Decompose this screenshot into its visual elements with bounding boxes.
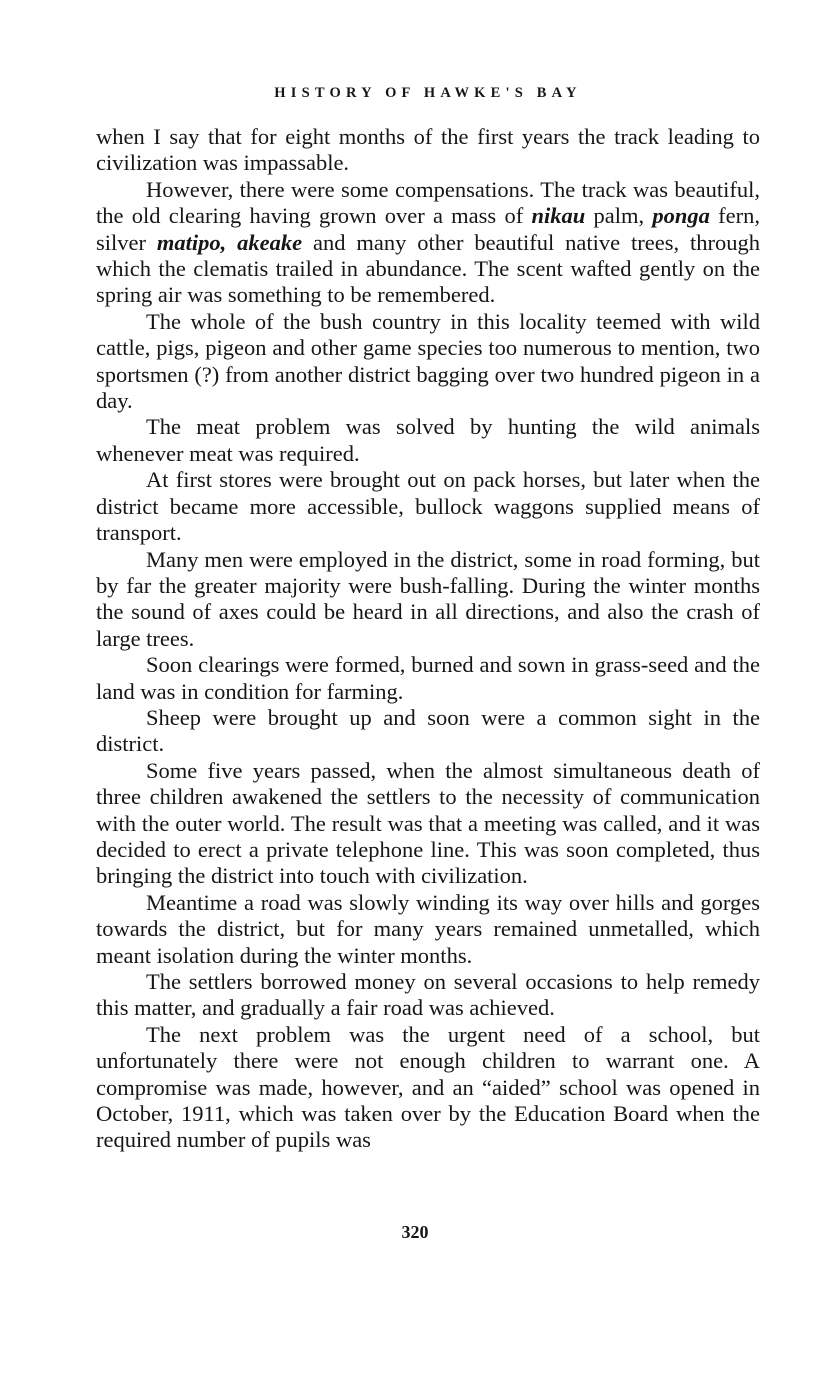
paragraph-9: Some five years passed, when the almost simultaneous death of three children awakened the settlers to the necessity of communication with the outer world. The result was that a meeting was called, and it was decided to erect a private telephone line. This was soon completed, thus bringing the district into touch with civilization. xyxy=(96,757,760,889)
paragraph-8: Sheep were brought up and soon were a common sight in the district. xyxy=(96,704,760,757)
page-number: 320 xyxy=(401,1222,429,1242)
paragraph-5: At first stores were brought out on pack horses, but later when the district became more accessible, bullock waggons supplied means of transport. xyxy=(96,467,760,546)
body-text xyxy=(96,124,760,1154)
paragraph-2-text-b: palm, xyxy=(585,203,653,229)
paragraph-1: when I say that for eight months of the first years the track leading to civilization was impassable. xyxy=(96,124,760,176)
maori-term-matipo-akeake: matipo, akeake xyxy=(156,229,303,255)
paragraph-4: The meat problem was solved by hunting the wild animals whenever meat was required. xyxy=(96,414,760,466)
paragraph-3: The whole of the bush country in this locality teemed with wild cattle, pigs, pigeon and other game species too numerous to mention, two sportsmen (?) from another district bagging over two hundred pigeon in a day. xyxy=(96,308,760,414)
running-header: HISTORY OF HAWKE'S BAY xyxy=(274,85,582,101)
maori-term-ponga: ponga xyxy=(652,203,710,229)
book-page xyxy=(96,82,760,1154)
maori-term-nikau: nikau xyxy=(531,203,586,229)
paragraph-2-text-d: and many other beautiful native trees, through which the clematis trailed in abundance. The scent wafted gently on the spring air was something to be remembered. xyxy=(96,229,760,308)
paragraph-6: Many men were employed in the district, some in road forming, but by far the greater majority were bush-falling. During the winter months the sound of axes could be heard in all directions, and also the crash of large trees. xyxy=(96,546,760,651)
paragraph-10: Meantime a road was slowly winding its way over hills and gorges towards the district, but for many years remained unmetalled, which meant isolation during the winter months. xyxy=(96,889,760,968)
paragraph-2-text-a: However, there were some compensations. The track was beautiful, the old clearing having grown over a mass of xyxy=(96,176,760,229)
paragraph-2-text-c: fern, silver xyxy=(96,203,760,255)
paragraph-11: The settlers borrowed money on several occasions to help remedy this matter, and gradually a fair road was achieved. xyxy=(96,969,760,1021)
paragraph-12: The next problem was the urgent need of a school, but unfortunately there were not enough children to warrant one. A compromise was made, however, and an “aided” school was opened in October, 1911, which was taken over by the Education Board when the required number of pupils was xyxy=(96,1021,760,1153)
paragraph-2 xyxy=(96,177,760,309)
paragraph-7: Soon clearings were formed, burned and sown in grass-seed and the land was in condition for farming. xyxy=(96,652,760,704)
